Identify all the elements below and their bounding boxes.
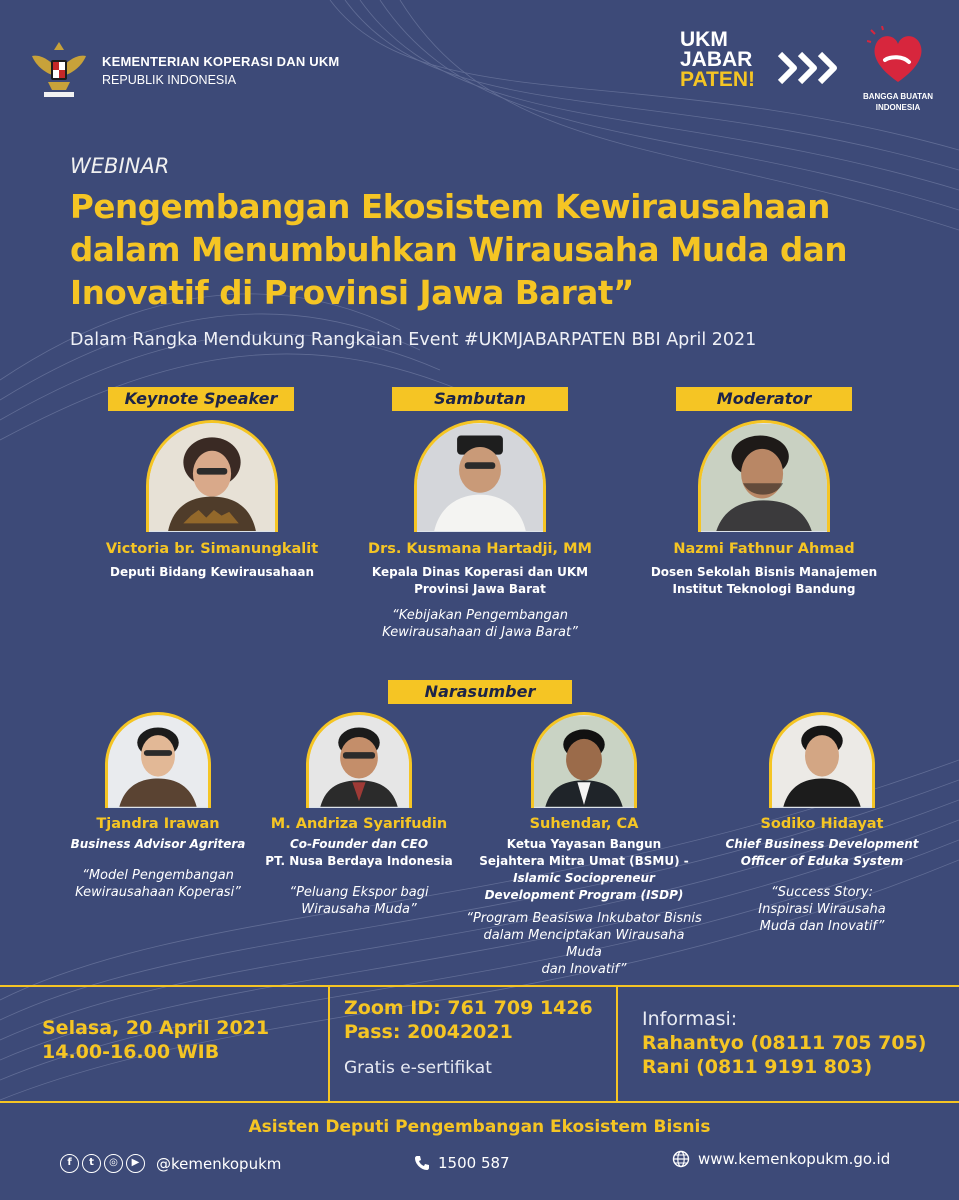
bbi-logo-line-1: BANGGA BUATAN (862, 92, 934, 101)
speaker-role-line: Deputi Bidang Kewirausahaan (109, 565, 315, 579)
speaker-name: Drs. Kusmana Hartadji, MM (368, 541, 592, 557)
speaker-role-line: PT. Nusa Berdaya Indonesia (265, 854, 453, 868)
speaker-role-line: Provinsi Jawa Barat (414, 582, 546, 596)
speaker-role-text: Chief Business Development (725, 837, 919, 851)
event-date: Selasa, 20 April 2021 (42, 1017, 270, 1039)
speaker-role-line: Ketua Yayasan Bangun (506, 837, 662, 851)
speaker-role-line: Sejahtera Mitra Umat (BSMU) - (479, 854, 689, 868)
instagram-icon[interactable]: ◎ (104, 1154, 123, 1173)
speaker-name: M. Andriza Syarifudin (270, 816, 448, 832)
person-portrait-icon (772, 715, 872, 808)
zoom-pass[interactable]: Pass: 20042021 (344, 1021, 513, 1043)
speaker-topic-line: Inspirasi Wirausaha (758, 902, 886, 917)
social-links (60, 1154, 281, 1173)
person-portrait-icon (417, 423, 543, 532)
contact-block (642, 1008, 926, 1079)
speaker-topic-line: Kewirausahaan di Jawa Barat” (382, 625, 578, 640)
contact-person-1[interactable]: Rahantyo (08111 705 705) (642, 1032, 927, 1054)
speaker-role-text: Co-Founder dan CEO (289, 837, 429, 851)
speaker-photo (531, 712, 637, 808)
speaker-card-narasumber-1 (44, 712, 272, 901)
speaker-role-line (464, 870, 704, 887)
social-handle[interactable]: @kemenkopukm (156, 1154, 282, 1173)
speaker-topic-line: Kewirausahaan Koperasi” (75, 885, 241, 900)
ministry-line-1: KEMENTERIAN KOPERASI DAN UKM (102, 54, 340, 69)
speaker-card-narasumber-4 (710, 712, 934, 935)
speaker-topic-line: dan Inovatif” (541, 962, 627, 977)
bangga-buatan-indonesia-logo (858, 26, 938, 121)
event-title-line-1: Pengembangan Ekosistem Kewirausahaan (70, 188, 830, 226)
certificate-note: Gratis e-sertifikat (344, 1058, 492, 1078)
speaker-name: Sodiko Hidayat (760, 816, 884, 832)
speaker-photo (306, 712, 412, 808)
garuda-emblem-icon (26, 36, 92, 102)
website-link (672, 1150, 890, 1168)
speaker-role-line (464, 887, 704, 904)
speaker-topic-line: “Model Pengembangan (82, 868, 234, 883)
event-time: 14.00-16.00 WIB (42, 1041, 220, 1063)
speaker-role-line: Kepala Dinas Koperasi dan UKM (371, 565, 589, 579)
contact-heading: Informasi: (642, 1008, 738, 1030)
speaker-topic-line: Muda dan Inovatif” (759, 919, 885, 934)
event-title (70, 186, 930, 315)
zoom-id[interactable]: Zoom ID: 761 709 1426 (344, 997, 593, 1019)
speaker-topic-line: “Kebijakan Pengembangan (391, 608, 568, 623)
globe-icon (672, 1150, 690, 1168)
ukm-logo-line-1: UKM (680, 28, 728, 51)
speaker-role-line (710, 853, 934, 870)
speaker-role-line: Institut Teknologi Bandung (672, 582, 856, 596)
twitter-icon[interactable]: t (82, 1154, 101, 1173)
speaker-photo (769, 712, 875, 808)
schedule-block (42, 1016, 269, 1064)
zoom-block (344, 996, 593, 1078)
person-portrait-icon (149, 423, 275, 532)
website-url[interactable]: www.kemenkopukm.go.id (698, 1150, 891, 1168)
speaker-topic-line: “Success Story: (771, 885, 873, 900)
moderator-tag: Moderator (676, 387, 852, 411)
speaker-role-text: Islamic Sociopreneur (513, 871, 655, 885)
speaker-photo (105, 712, 211, 808)
ukm-logo-line-3: PATEN! (680, 68, 756, 91)
speaker-topic-line: Wirausaha Muda” (301, 902, 417, 917)
speaker-photo (146, 420, 278, 532)
event-title-line-3: Inovatif di Provinsi Jawa Barat” (70, 274, 635, 312)
triple-chevron-icon (776, 48, 846, 88)
speaker-card-moderator (612, 420, 916, 598)
phone-icon (414, 1155, 430, 1171)
ukm-jabar-paten-logo (680, 30, 770, 110)
contact-person-2[interactable]: Rani (0811 9191 803) (642, 1056, 873, 1078)
person-portrait-icon (701, 423, 827, 532)
ukm-logo-line-2: JABAR (680, 48, 753, 71)
phone-contact (414, 1154, 510, 1172)
speaker-card-narasumber-2 (252, 712, 466, 918)
speaker-name: Victoria br. Simanungkalit (105, 541, 319, 557)
event-subtitle: Dalam Rangka Mendukung Rangkaian Event #UKMJABARPATEN BBI April 2021 (70, 330, 757, 350)
speaker-card-sambutan (330, 420, 630, 641)
bbi-logo-line-2: INDONESIA (875, 103, 921, 112)
person-portrait-icon (108, 715, 208, 808)
youtube-icon[interactable]: ▶ (126, 1154, 145, 1173)
event-type: WEBINAR (70, 154, 170, 178)
speaker-role-line (710, 836, 934, 853)
speaker-role-text: Business Advisor Agritera (70, 837, 246, 851)
speaker-role-text: Development Program (ISDP) (484, 888, 684, 902)
sambutan-tag: Sambutan (392, 387, 568, 411)
speaker-role-line: Dosen Sekolah Bisnis Manajemen (650, 565, 878, 579)
speaker-topic-line: “Peluang Ekspor bagi (289, 885, 429, 900)
footer-organizer: Asisten Deputi Pengembangan Ekosistem Bisnis (248, 1117, 711, 1137)
speaker-card-keynote (54, 420, 370, 581)
heart-icon (867, 26, 929, 86)
phone-number[interactable]: 1500 587 (438, 1154, 510, 1172)
speaker-role-line (44, 836, 272, 853)
ministry-line-2: REPUBLIK INDONESIA (102, 73, 237, 87)
ministry-name (102, 54, 339, 87)
speaker-photo (698, 420, 830, 532)
speaker-photo (414, 420, 546, 532)
speaker-card-narasumber-3 (464, 712, 704, 978)
person-portrait-icon (534, 715, 634, 808)
speaker-name: Tjandra Irawan (96, 816, 220, 832)
speaker-role-text: Officer of Eduka System (740, 854, 904, 868)
keynote-speaker-tag: Keynote Speaker (108, 387, 294, 411)
speaker-topic-line: dalam Menciptakan Wirausaha Muda (483, 928, 685, 960)
speaker-role-line (252, 836, 466, 853)
person-portrait-icon (309, 715, 409, 808)
speaker-name: Nazmi Fathnur Ahmad (673, 541, 855, 557)
speaker-name: Suhendar, CA (529, 816, 639, 832)
narasumber-tag: Narasumber (388, 680, 572, 704)
event-title-line-2: dalam Menumbuhkan Wirausaha Muda dan (70, 231, 848, 269)
facebook-icon[interactable]: f (60, 1154, 79, 1173)
speaker-topic-line: “Program Beasiswa Inkubator Bisnis (466, 911, 702, 926)
